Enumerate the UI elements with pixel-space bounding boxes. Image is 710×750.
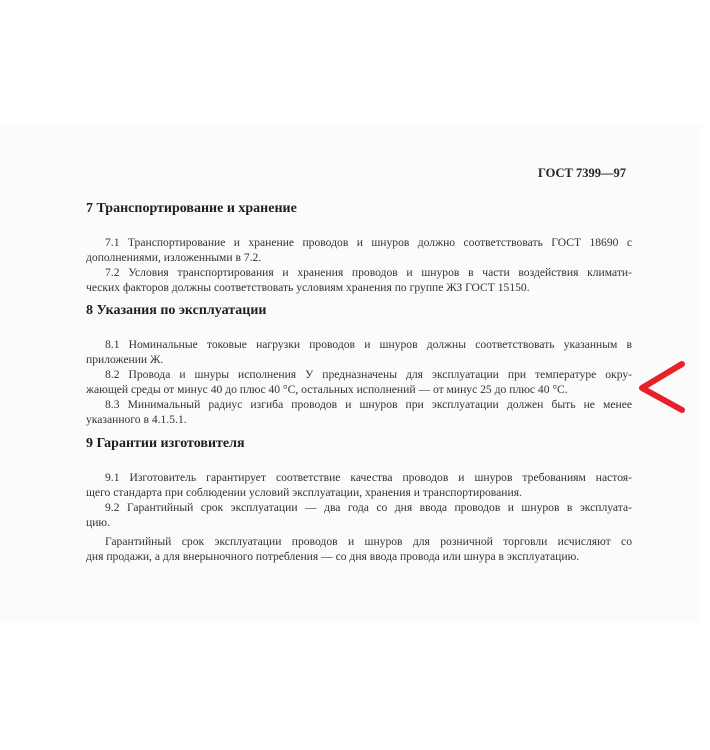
paragraph-line: ческих факторов должны соответствовать условиям хранения по группе ЖЗ ГОСТ 15150. [86, 281, 530, 295]
paragraph-line: жающей среды от минус 40 до плюс 40 °С, остальных исполнений — от минус 25 до плюс 40 °С. [86, 383, 568, 397]
paragraph-line: 8.3 Минимальный радиус изгиба проводов и шнуров при эксплуатации должен быть не менее [105, 398, 632, 411]
document-header: ГОСТ 7399—97 [538, 166, 627, 180]
paragraph-9-2 [86, 500, 632, 531]
paragraph-9-3 [86, 534, 632, 565]
paragraph-line: дополнениями, изложенными в 7.2. [86, 251, 262, 265]
paragraph-7-2 [86, 265, 632, 296]
paragraph-7-1 [86, 235, 632, 266]
paragraph-line: Гарантийный срок эксплуатации проводов и шнуров для розничной торговли исчисляют со [105, 535, 632, 548]
red-arrow-icon [636, 358, 688, 418]
paragraph-line: 9.2 Гарантийный срок эксплуатации — два года со дня ввода проводов и шнуров в эксплуата- [105, 501, 632, 514]
paragraph-line: 7.2 Условия транспортирования и хранения проводов и шнуров в части воздействия климати- [105, 266, 632, 279]
paragraph-line: дня продажи, а для внерыночного потребления — со дня ввода провода или шнура в эксплуатацию. [86, 550, 580, 564]
paragraph-line: указанного в 4.1.5.1. [86, 413, 187, 427]
paragraph-9-1 [86, 470, 632, 501]
paragraph-line: щего стандарта при соблюдении условий эксплуатации, хранения и транспортирования. [86, 486, 522, 500]
paragraph-line: приложении Ж. [86, 353, 164, 367]
paragraph-8-2 [86, 367, 632, 398]
section-title-9: 9 Гарантии изготовителя [86, 436, 245, 451]
paragraph-line: 8.1 Номинальные токовые нагрузки проводов и шнуров должны соответствовать указанным в [105, 338, 632, 351]
paragraph-line: 8.2 Провода и шнуры исполнения У предназначены для эксплуатации при температуре окру- [105, 368, 632, 381]
section-title-8: 8 Указания по эксплуатации [86, 303, 267, 318]
paragraph-8-1 [86, 337, 632, 368]
section-title-7: 7 Транспортирование и хранение [86, 201, 297, 216]
paragraph-8-3 [86, 397, 632, 428]
paragraph-line: цию. [86, 516, 110, 530]
paragraph-line: 7.1 Транспортирование и хранение проводов и шнуров должно соответствовать ГОСТ 18690 с [105, 236, 632, 249]
paragraph-line: 9.1 Изготовитель гарантирует соответствие качества проводов и шнуров требованиям настоя- [105, 471, 632, 484]
